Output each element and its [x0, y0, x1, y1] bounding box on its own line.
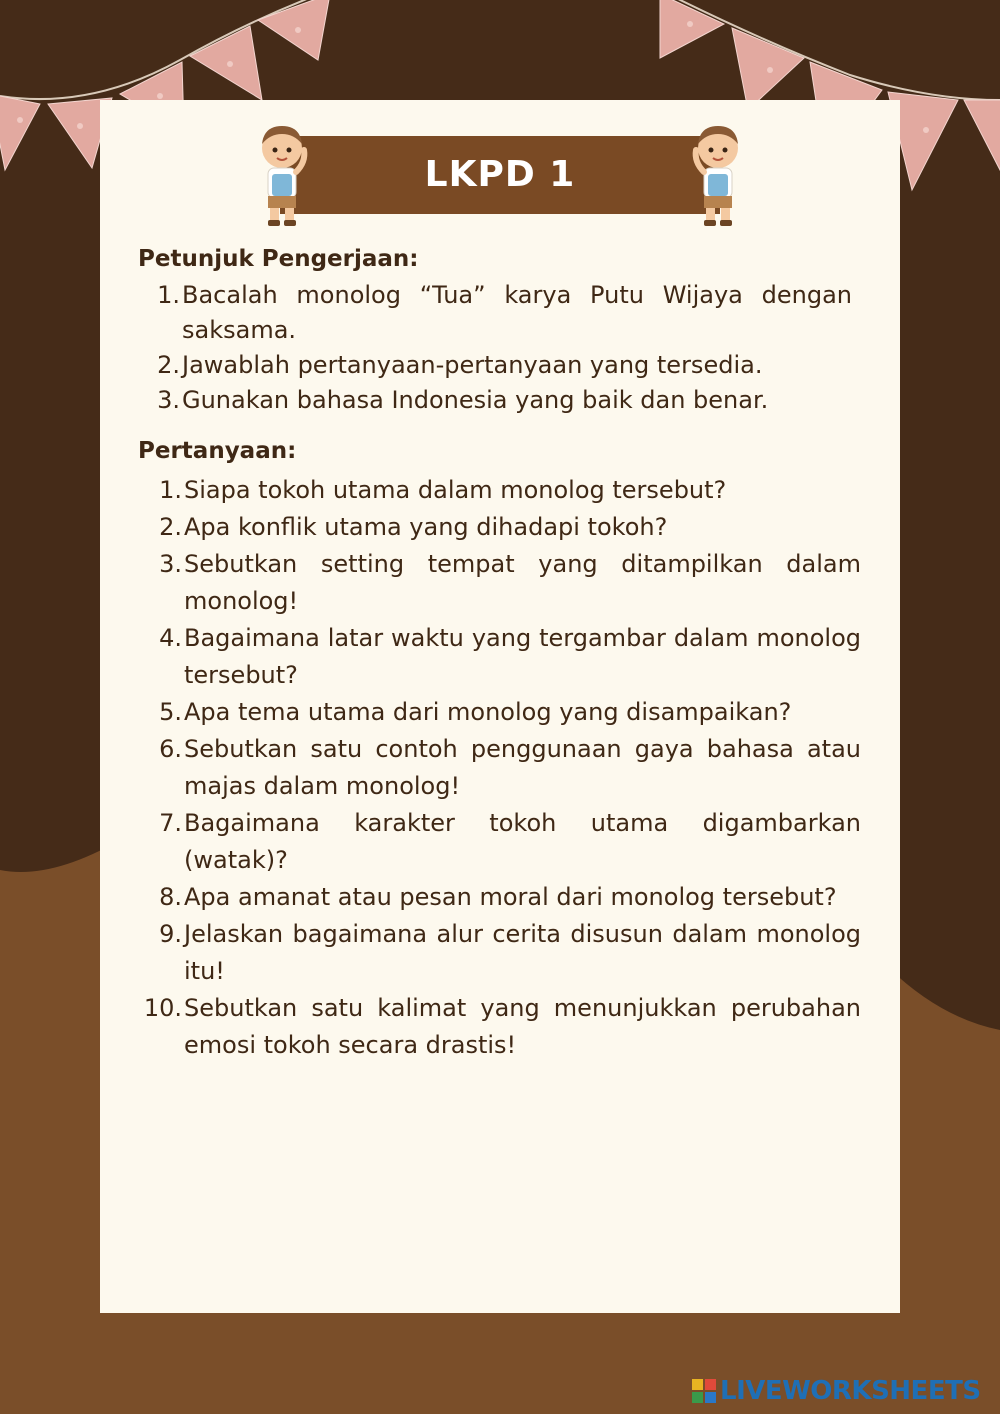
list-item: 1. Bacalah monolog “Tua” karya Putu Wijaya dengan saksama. — [157, 281, 852, 344]
list-item: 2. Apa konflik utama yang dihadapi tokoh? — [159, 513, 668, 541]
list-item: 7. Bagaimana karakter tokoh utama digambarkan (watak)? — [159, 809, 861, 874]
questions-list — [143, 472, 861, 1064]
instructions-heading: Petunjuk Pengerjaan: — [138, 246, 419, 272]
liveworksheets-logo[interactable] — [692, 1374, 981, 1408]
list-item: 6. Sebutkan satu contoh penggunaan gaya bahasa atau majas dalam monolog! — [159, 735, 861, 800]
liveworksheets-logo-icon — [692, 1379, 716, 1403]
page-title: LKPD 1 — [424, 154, 576, 195]
list-item: 8. Apa amanat atau pesan moral dari monolog tersebut? — [159, 883, 837, 911]
list-item: 9. Jelaskan bagaimana alur cerita disusun dalam monolog itu! — [159, 920, 861, 985]
logo-text: LIVEWORKSHEETS — [720, 1376, 981, 1406]
list-item: 2. Jawablah pertanyaan-pertanyaan yang tersedia. — [157, 351, 763, 379]
title-banner — [280, 136, 720, 214]
list-item: 4. Bagaimana latar waktu yang tergambar dalam monolog tersebut? — [159, 624, 861, 689]
child-holding-book-icon — [250, 122, 314, 230]
child-holding-book-icon — [686, 122, 750, 230]
instructions-list — [157, 278, 852, 418]
list-item: 3. Gunakan bahasa Indonesia yang baik dan benar. — [157, 386, 769, 414]
list-item: 10. Sebutkan satu kalimat yang menunjukkan perubahan emosi tokoh secara drastis! — [143, 994, 861, 1059]
questions-heading: Pertanyaan: — [138, 438, 297, 464]
list-item: 3. Sebutkan setting tempat yang ditampilkan dalam monolog! — [159, 550, 861, 615]
list-item: 1. Siapa tokoh utama dalam monolog tersebut? — [159, 476, 727, 504]
list-item: 5. Apa tema utama dari monolog yang disampaikan? — [159, 698, 792, 726]
